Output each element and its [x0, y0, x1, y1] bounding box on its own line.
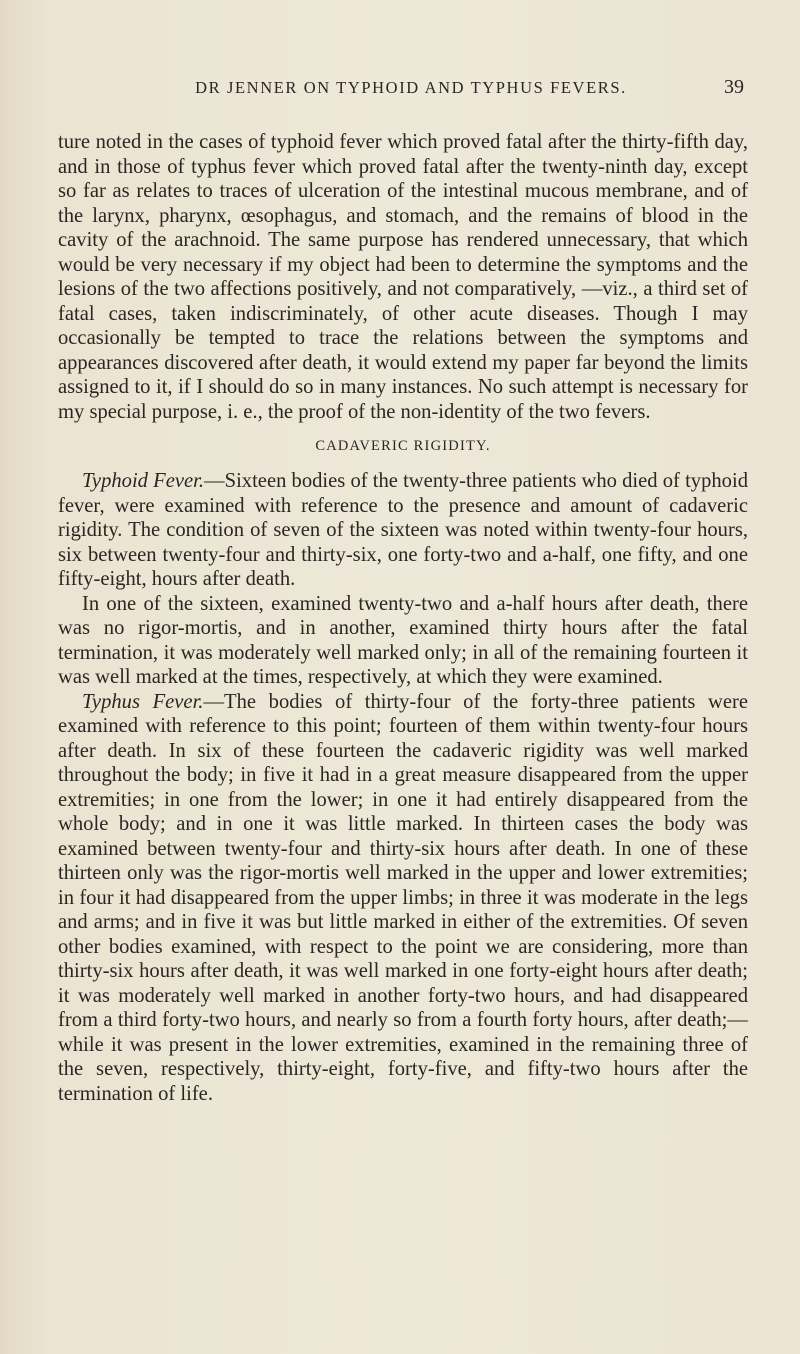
running-title: DR JENNER ON TYPHOID AND TYPHUS FEVERS. [195, 78, 627, 97]
body-paragraph [58, 130, 748, 424]
paragraph-text: —Sixteen bodies of the twenty-three patients who died of typhoid fever, were examined with reference to the presence and amount of cadaveric rigidity. The condition of seven of the sixteen was noted within twenty-four hours, six between twenty-four and thirty-six, one forty-two and a-half, one fifty, and one fifty-eight, hours after death. [58, 470, 748, 590]
paragraph-text: —The bodies of thirty-four of the forty-three patients were examined with reference to this point; fourteen of them within twenty-four hours after death. In six of these fourteen the cadaveric rigidity was well marked throughout the body; in five it had in a great measure disappeared from the upper extremities; in one from the lower; in one it had entirely disappeared from the whole body; and in one it was little marked. In thirteen cases the body was examined between twenty-four and thirty-six hours after death. In one of these thirteen only was the rigor-mortis well marked in the upper and lower extremities; in four it had disappeared from the upper limbs; in three it was moderate in the legs and arms; and in five it was but little marked in either of the extremities. Of seven other bodies examined, with respect to the point we are considering, more than thirty-six hours after death, it was well marked in one forty-eight hours after death; it was moderately well marked in another forty-two hours, and had disappeared from a third forty-two hours, and nearly so from a fourth forty hours, after death;—while it was present in the lower extremities, examined in the remaining three of the seven, respectively, thirty-eight, forty-five, and fifty-two hours after the termination of life. [58, 690, 748, 1105]
body-paragraph [58, 690, 748, 1107]
body-paragraph [58, 592, 748, 690]
paragraph-text: In one of the sixteen, examined twenty-two and a-half hours after death, there was no rigor-mortis, and in another, examined thirty hours after the fatal termination, it was moderately well marked only; in all of the remaining fourteen it was well marked at the times, respectively, at which they were examined. [58, 592, 748, 688]
body-paragraph [58, 469, 748, 592]
running-head [58, 78, 748, 104]
section-heading: CADAVERIC RIGIDITY. [315, 438, 491, 454]
paragraph-lead: Typhoid Fever. [82, 470, 205, 492]
paragraph-lead: Typhus Fever. [82, 690, 204, 713]
page-number: 39 [724, 76, 744, 98]
paragraph-text: ture noted in the cases of typhoid fever which proved fatal after the thirty-fifth day, and in those of typhus fever which proved fatal after the twenty-ninth day, except so far as relates to traces of ulceration of the intestinal mucous membrane, and of the larynx, pharynx, œsophagus, and stomach, and the remains of blood in the cavity of the arachnoid. The same purpose has rendered unnecessary, that which would be very necessary if my object had been to determine the symptoms and the lesions of the two affections positively, and not comparatively, —viz., a third set of fatal cases, taken indiscriminately, of other acute diseases. Though I may occasionally be tempted to trace the relations between the symptoms and appearances discovered after death, it would extend my paper far beyond the limits assigned to it, if I should do so in many instances. No such attempt is necessary for my special purpose, i. e., the proof of the non-identity of the two fevers. [58, 131, 748, 423]
